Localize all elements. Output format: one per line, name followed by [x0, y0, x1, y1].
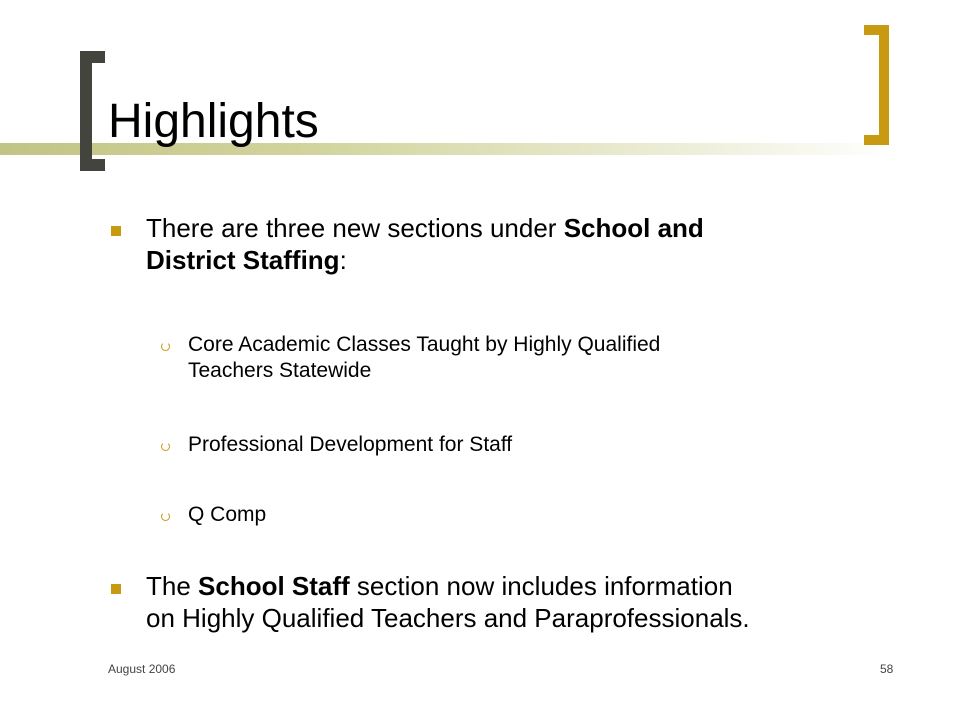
sub-item-1-line1: Core Academic Classes Taught by Highly Qualified	[188, 333, 661, 356]
curved-sub-bullet-icon	[161, 342, 170, 351]
bullet-text-2	[146, 570, 906, 634]
bullet-1-bold-b: District Staffing	[146, 245, 340, 275]
sub-item-3-line1: Q Comp	[188, 503, 267, 526]
curved-sub-bullet-icon	[161, 512, 170, 521]
bullet-2-bold: School Staff	[198, 571, 350, 601]
bullet-1-text-a: There are three new sections under	[146, 213, 564, 243]
bullet-text-1	[146, 212, 906, 276]
page-number: 58	[880, 662, 894, 676]
slide-title: Highlights	[108, 95, 319, 148]
bullet-2-text-b: section now includes information	[349, 571, 733, 601]
sub-item-2	[188, 432, 868, 458]
footer-date: August 2006	[108, 662, 176, 676]
square-bullet-icon	[111, 226, 121, 236]
square-bullet-icon	[111, 584, 121, 594]
left-bracket-decoration	[80, 51, 105, 171]
bullet-1-text-b: :	[339, 245, 347, 275]
bullet-1-bold-a: School and	[563, 213, 704, 243]
sub-item-2-line1: Professional Development for Staff	[188, 433, 513, 456]
sub-item-3	[188, 502, 868, 528]
curved-sub-bullet-icon	[161, 442, 170, 451]
sub-item-1-line2: Teachers Statewide	[188, 359, 372, 382]
bullet-2-line2: on Highly Qualified Teachers and Paraprofessionals.	[146, 603, 750, 633]
right-bracket-decoration	[864, 25, 889, 145]
sub-item-1	[188, 332, 868, 384]
bullet-2-text-a: The	[146, 571, 199, 601]
